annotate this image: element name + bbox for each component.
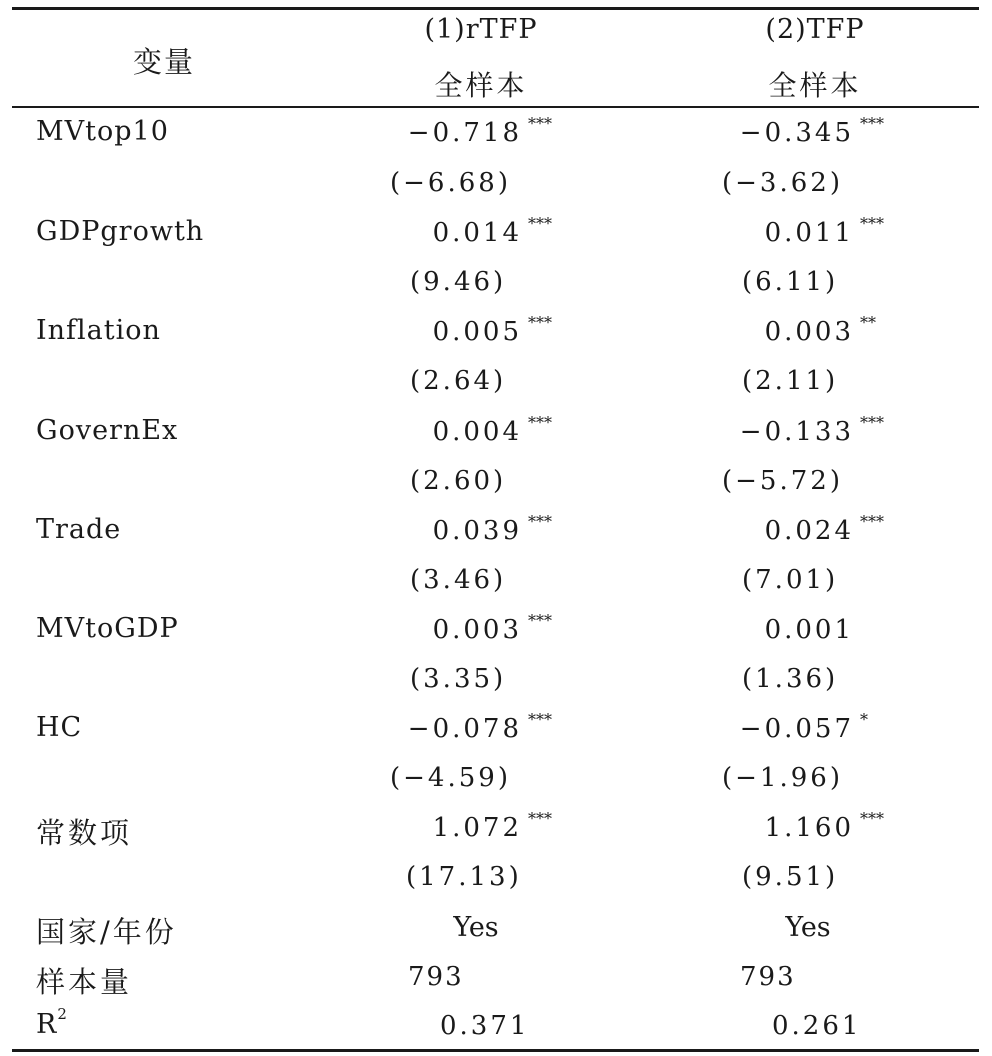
coef-col2: 0.011 <box>764 218 854 248</box>
coef-col1: 0.005 <box>432 317 522 347</box>
tstat-col2: (−1.96) <box>722 763 843 793</box>
stars-col2: *** <box>860 114 884 133</box>
row-label: Inflation <box>36 315 161 346</box>
row-label: HC <box>36 712 83 743</box>
table-row-tstat <box>0 755 992 805</box>
fe-col1: Yes <box>453 912 499 943</box>
coef-col2: 0.003 <box>764 317 854 347</box>
r2-label: R <box>36 1009 58 1040</box>
coef-col1: 0.039 <box>432 516 522 546</box>
tstat-col1: (9.46) <box>410 267 507 297</box>
tstat-col1: (−6.68) <box>390 168 511 198</box>
row-label: 样本量 <box>36 965 133 999</box>
row-label: MVtop10 <box>36 116 169 147</box>
coef-col2: 0.024 <box>764 516 854 546</box>
row-label: 常数项 <box>36 816 133 850</box>
table-row-tstat <box>0 160 992 210</box>
table-row <box>0 607 992 657</box>
coef-col2: 0.001 <box>764 615 854 645</box>
tstat-col2: (7.01) <box>742 565 839 595</box>
stars-col1: *** <box>528 214 552 233</box>
tstat-col2: (−5.72) <box>722 466 843 496</box>
coef-col2: −0.057 <box>739 714 854 744</box>
coef-col1: 1.072 <box>432 813 522 843</box>
tstat-col2: (9.51) <box>742 862 839 892</box>
coef-col1: −0.078 <box>407 714 522 744</box>
stars-col2: *** <box>860 413 884 432</box>
coef-col1: 0.014 <box>432 218 522 248</box>
sample-size-row <box>0 954 992 1004</box>
table-row <box>0 508 992 558</box>
coef-col1: 0.004 <box>432 417 522 447</box>
table-row-tstat <box>0 854 992 904</box>
table-row <box>0 309 992 359</box>
table-row <box>0 210 992 260</box>
table-row <box>0 409 992 459</box>
tstat-col1: (2.64) <box>410 366 507 396</box>
row-label: GovernEx <box>36 415 179 446</box>
stars-col1: *** <box>528 809 552 828</box>
stars-col1: *** <box>528 512 552 531</box>
header-col1-title: (1)rTFP <box>424 14 538 45</box>
fe-col2: Yes <box>785 912 831 943</box>
r2-superscript: 2 <box>57 1005 68 1023</box>
stars-col1: *** <box>528 413 552 432</box>
r2-col1: 0.371 <box>440 1011 530 1041</box>
coef-col2: 1.160 <box>764 813 854 843</box>
header-col2-sample: 全样本 <box>768 69 862 102</box>
r2-col2: 0.261 <box>772 1011 862 1041</box>
coef-col2: −0.133 <box>739 417 854 447</box>
table-row-tstat <box>0 259 992 309</box>
coef-col1: −0.718 <box>407 118 522 148</box>
table-row-tstat <box>0 358 992 408</box>
stars-col2: *** <box>860 214 884 233</box>
header-col2-title: (2)TFP <box>765 14 865 45</box>
stars-col2: ** <box>860 313 876 332</box>
table-row-tstat <box>0 458 992 508</box>
table-row-tstat <box>0 557 992 607</box>
tstat-col2: (2.11) <box>742 366 839 396</box>
header-col1-sample: 全样本 <box>434 69 528 102</box>
table-row <box>0 706 992 756</box>
tstat-col1: (−4.59) <box>390 763 511 793</box>
tstat-col1: (3.35) <box>410 664 507 694</box>
header-variable: 变量 <box>133 45 196 79</box>
stars-col2: * <box>860 710 868 729</box>
table-row <box>0 110 992 160</box>
r-squared-row <box>0 1003 992 1053</box>
coef-col1: 0.003 <box>432 615 522 645</box>
tstat-col1: (17.13) <box>406 862 522 892</box>
table-header-rule <box>12 106 979 108</box>
tstat-col1: (2.60) <box>410 466 507 496</box>
row-label: GDPgrowth <box>36 216 205 247</box>
table-row <box>0 805 992 855</box>
stars-col1: *** <box>528 114 552 133</box>
stars-col2: *** <box>860 809 884 828</box>
tstat-col2: (−3.62) <box>722 168 843 198</box>
row-label: 国家/年份 <box>36 915 177 949</box>
table-bottom-rule <box>12 1049 979 1052</box>
stars-col2: *** <box>860 512 884 531</box>
table-top-rule <box>12 7 979 10</box>
tstat-col1: (3.46) <box>410 565 507 595</box>
fixed-effects-row <box>0 904 992 954</box>
n-col1: 793 <box>408 962 464 992</box>
row-label: Trade <box>36 514 122 545</box>
stars-col1: *** <box>528 313 552 332</box>
coef-col2: −0.345 <box>739 118 854 148</box>
table-row-tstat <box>0 656 992 706</box>
n-col2: 793 <box>740 962 796 992</box>
tstat-col2: (6.11) <box>742 267 839 297</box>
stars-col1: *** <box>528 710 552 729</box>
tstat-col2: (1.36) <box>742 664 839 694</box>
stars-col1: *** <box>528 611 552 630</box>
row-label: MVtoGDP <box>36 613 179 644</box>
